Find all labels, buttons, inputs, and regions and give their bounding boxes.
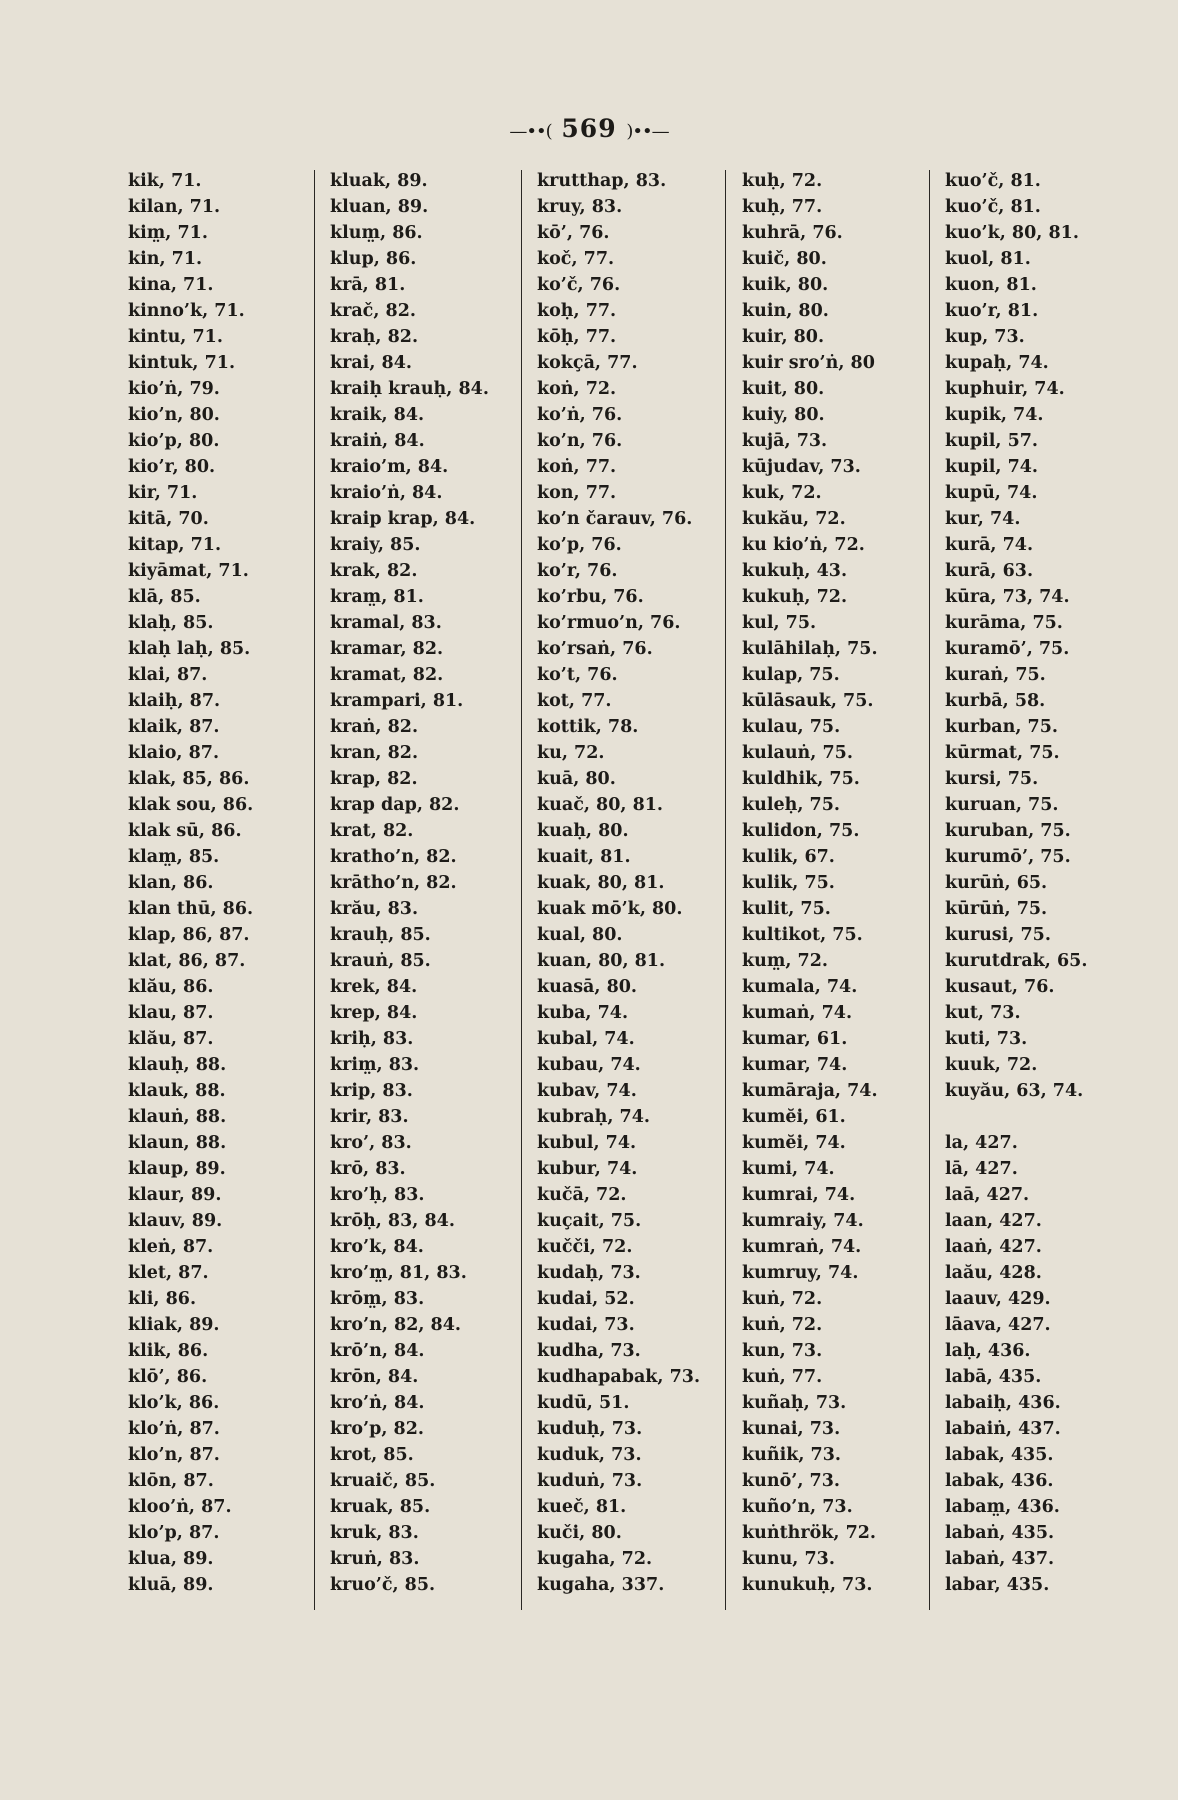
index-entry: krōn, 84.	[330, 1367, 419, 1387]
index-entry: ko’r, 76.	[537, 561, 618, 581]
index-entry: klak, 85, 86.	[128, 769, 250, 789]
index-entry: kir, 71.	[128, 483, 198, 503]
index-entry: koṅ, 77.	[537, 457, 617, 477]
index-entry: klam̤, 85.	[128, 847, 220, 867]
index-entry: kur, 74.	[945, 509, 1021, 529]
index-entry: klauḥ, 88.	[128, 1055, 227, 1075]
index-entry: kusaut, 76.	[945, 977, 1055, 997]
index-entry: ko’ṅ, 76.	[537, 405, 623, 425]
index-entry: ko’n, 76.	[537, 431, 623, 451]
index-entry: kuyău, 63, 74.	[945, 1081, 1084, 1101]
index-entry: kluak, 89.	[330, 171, 428, 191]
index-entry: kumaṅ, 74.	[742, 1003, 853, 1023]
index-entry: kūra, 73, 74.	[945, 587, 1070, 607]
index-entry: kumala, 74.	[742, 977, 858, 997]
index-entry: kudū, 51.	[537, 1393, 630, 1413]
index-entry: kio’n, 80.	[128, 405, 220, 425]
index-entry: kro’n, 82, 84.	[330, 1315, 462, 1335]
index-entry: kuñik, 73.	[742, 1445, 841, 1465]
index-entry: kuraṅ, 75.	[945, 665, 1046, 685]
index-entry: kraiy, 85.	[330, 535, 421, 555]
index-entry: krō, 83.	[330, 1159, 406, 1179]
index-entry: kuduk, 73.	[537, 1445, 642, 1465]
index-entry: kruak, 85.	[330, 1497, 431, 1517]
index-entry: kuač, 80, 81.	[537, 795, 664, 815]
index-entry: kumar, 74.	[742, 1055, 848, 1075]
index-entry: kilan, 71.	[128, 197, 221, 217]
index-entry: kulāhilaḥ, 75.	[742, 639, 878, 659]
index-entry: krim̤, 83.	[330, 1055, 420, 1075]
index-entry: kio’p, 80.	[128, 431, 220, 451]
index-entry: kram̤, 81.	[330, 587, 424, 607]
index-entry: kuak, 80, 81.	[537, 873, 665, 893]
index-entry: kubur, 74.	[537, 1159, 638, 1179]
index-entry: klā, 85.	[128, 587, 201, 607]
index-entry: kramal, 83.	[330, 613, 442, 633]
index-entry: kintuk, 71.	[128, 353, 236, 373]
index-entry: klauṅ, 88.	[128, 1107, 227, 1127]
index-entry: labak, 436.	[945, 1471, 1054, 1491]
index-entry: labaṅ, 437.	[945, 1549, 1055, 1569]
index-entry: kuruan, 75.	[945, 795, 1059, 815]
index-entry: kuño’n, 73.	[742, 1497, 853, 1517]
index-entry: klauk, 88.	[128, 1081, 226, 1101]
index-entry: kintu, 71.	[128, 327, 223, 347]
index-entry: kokçā, 77.	[537, 353, 638, 373]
index-entry: kut, 73.	[945, 1003, 1021, 1023]
index-entry: labaiḥ, 436.	[945, 1393, 1061, 1413]
index-entry: klak sou, 86.	[128, 795, 254, 815]
index-entry: kruṅ, 83.	[330, 1549, 420, 1569]
index-entry: kunukuḥ, 73.	[742, 1575, 873, 1595]
index-entry: kuti, 73.	[945, 1029, 1028, 1049]
index-entry: kruk, 83.	[330, 1523, 419, 1543]
index-entry: kudha, 73.	[537, 1341, 641, 1361]
index-entry: kran, 82.	[330, 743, 419, 763]
index-entry: kramat, 82.	[330, 665, 444, 685]
index-entry: lā, 427.	[945, 1159, 1018, 1179]
index-entry: kudai, 52.	[537, 1289, 635, 1309]
index-entry: kugaha, 337.	[537, 1575, 665, 1595]
index-entry: kul, 75.	[742, 613, 817, 633]
index-entry: klaun, 88.	[128, 1133, 227, 1153]
index-entry: kuçait, 75.	[537, 1211, 642, 1231]
column-divider	[929, 170, 930, 1610]
index-entry: klōn, 87.	[128, 1471, 214, 1491]
index-column-1	[128, 168, 253, 1598]
index-entry: krep, 84.	[330, 1003, 418, 1023]
index-entry: krak, 82.	[330, 561, 418, 581]
index-entry: kumraiy, 74.	[742, 1211, 864, 1231]
index-entry: kulik, 75.	[742, 873, 835, 893]
index-entry: kuon, 81.	[945, 275, 1037, 295]
index-entry: kuṅ, 72.	[742, 1315, 823, 1335]
index-entry: kurban, 75.	[945, 717, 1058, 737]
index-entry: kupik, 74.	[945, 405, 1044, 425]
index-entry: klō’, 86.	[128, 1367, 208, 1387]
index-entry: kupū, 74.	[945, 483, 1038, 503]
index-entry: kik, 71.	[128, 171, 202, 191]
index-entry: kupil, 57.	[945, 431, 1039, 451]
index-entry: klik, 86.	[128, 1341, 209, 1361]
index-entry: kuči, 80.	[537, 1523, 622, 1543]
index-entry: kluā, 89.	[128, 1575, 214, 1595]
index-entry: kuik, 80.	[742, 275, 829, 295]
index-entry: kiyāmat, 71.	[128, 561, 249, 581]
page-number	[0, 114, 1178, 143]
index-entry: kro’p, 82.	[330, 1419, 424, 1439]
index-entry: kup, 73.	[945, 327, 1025, 347]
index-entry: kulik, 67.	[742, 847, 835, 867]
index-entry: kulauṅ, 75.	[742, 743, 853, 763]
index-entry: krap, 82.	[330, 769, 418, 789]
index-entry: krā, 81.	[330, 275, 406, 295]
index-entry: ko’n čarauv, 76.	[537, 509, 693, 529]
index-entry: kraip krap, 84.	[330, 509, 476, 529]
index-entry: kuan, 80, 81.	[537, 951, 666, 971]
index-entry: kulit, 75.	[742, 899, 831, 919]
index-entry: kumruy, 74.	[742, 1263, 859, 1283]
index-entry: kukuḥ, 72.	[742, 587, 848, 607]
index-entry: klaup, 89.	[128, 1159, 226, 1179]
index-entry: kugaha, 72.	[537, 1549, 653, 1569]
index-entry: kukău, 72.	[742, 509, 846, 529]
index-entry: kō’, 76.	[537, 223, 610, 243]
ornament-right: )••—	[626, 121, 669, 142]
index-entry: kuin, 80.	[742, 301, 829, 321]
index-column-3	[537, 168, 700, 1598]
index-entry: kuduṅ, 73.	[537, 1471, 643, 1491]
index-entry: klaḥ, 85.	[128, 613, 214, 633]
index-entry: krot, 85.	[330, 1445, 414, 1465]
index-entry: krauḥ, 85.	[330, 925, 431, 945]
index-entry: kuldhik, 75.	[742, 769, 860, 789]
index-entry: kurāma, 75.	[945, 613, 1063, 633]
index-entry: labak, 435.	[945, 1445, 1054, 1465]
page-number-value: 569	[561, 114, 617, 143]
index-entry: kot, 77.	[537, 691, 612, 711]
index-entry: kriḥ, 83.	[330, 1029, 414, 1049]
index-entry: kuo’k, 80, 81.	[945, 223, 1079, 243]
index-entry: krōḥ, 83, 84.	[330, 1211, 455, 1231]
index-entry: klan, 86.	[128, 873, 214, 893]
index-entry: kursi, 75.	[945, 769, 1039, 789]
index-entry: kurumō’, 75.	[945, 847, 1071, 867]
index-entry: kūrūṅ, 75.	[945, 899, 1048, 919]
index-entry: laḥ, 436.	[945, 1341, 1031, 1361]
index-entry: kuk, 72.	[742, 483, 822, 503]
index-entry: klau, 87.	[128, 1003, 214, 1023]
index-entry: kloo’ṅ, 87.	[128, 1497, 232, 1517]
index-entry: kuṅ, 72.	[742, 1289, 823, 1309]
index-entry: labar, 435.	[945, 1575, 1050, 1595]
column-divider	[314, 170, 315, 1610]
index-entry: klai, 87.	[128, 665, 208, 685]
index-entry: kurā, 74.	[945, 535, 1034, 555]
index-entry: kuleḥ, 75.	[742, 795, 840, 815]
index-entry: kraḥ, 82.	[330, 327, 419, 347]
index-entry: kim̤, 71.	[128, 223, 208, 243]
index-entry: kuiy, 80.	[742, 405, 825, 425]
index-entry: laā, 427.	[945, 1185, 1030, 1205]
index-entry: kultikot, 75.	[742, 925, 863, 945]
index-entry: klet, 87.	[128, 1263, 209, 1283]
column-divider	[725, 170, 726, 1610]
index-entry: kio’ṅ, 79.	[128, 379, 220, 399]
index-entry: klaḥ laḥ, 85.	[128, 639, 251, 659]
index-entry: lāava, 427.	[945, 1315, 1051, 1335]
index-entry: kina, 71.	[128, 275, 214, 295]
index-entry: kruo’č, 85.	[330, 1575, 436, 1595]
index-entry: kudaḥ, 73.	[537, 1263, 641, 1283]
index-entry: kum̤, 72.	[742, 951, 828, 971]
index-entry: kurūṅ, 65.	[945, 873, 1048, 893]
index-entry: kuo’č, 81.	[945, 171, 1041, 191]
index-entry: kliak, 89.	[128, 1315, 220, 1335]
index-entry: klaio, 87.	[128, 743, 220, 763]
index-entry: kubau, 74.	[537, 1055, 641, 1075]
index-entry: kual, 80.	[537, 925, 623, 945]
index-entry: kuhrā, 76.	[742, 223, 843, 243]
index-entry: laău, 428.	[945, 1263, 1042, 1283]
index-entry: kraik, 84.	[330, 405, 425, 425]
index-entry: laan, 427.	[945, 1211, 1042, 1231]
index-entry: kulau, 75.	[742, 717, 841, 737]
index-entry: ko’č, 76.	[537, 275, 621, 295]
index-column-2	[330, 168, 489, 1598]
index-entry: krek, 84.	[330, 977, 418, 997]
index-entry: kro’, 83.	[330, 1133, 412, 1153]
index-entry: krău, 83.	[330, 899, 419, 919]
index-entry: ko’rbu, 76.	[537, 587, 644, 607]
index-entry: koṅ, 72.	[537, 379, 617, 399]
index-entry: ko’rsaṅ, 76.	[537, 639, 653, 659]
index-entry: kudhapabak, 73.	[537, 1367, 701, 1387]
index-entry: kubal, 74.	[537, 1029, 635, 1049]
index-entry: kuič, 80.	[742, 249, 827, 269]
index-entry: kun, 73.	[742, 1341, 823, 1361]
index-entry: kumraṅ, 74.	[742, 1237, 862, 1257]
index-entry: kukuḥ, 43.	[742, 561, 848, 581]
index-entry: klan thū, 86.	[128, 899, 254, 919]
index-entry: kinno’k, 71.	[128, 301, 245, 321]
index-entry: kurutdrak, 65.	[945, 951, 1088, 971]
index-entry: kuir, 80.	[742, 327, 825, 347]
index-entry: klap, 86, 87.	[128, 925, 250, 945]
index-entry: kitā, 70.	[128, 509, 209, 529]
index-entry: kuo’č, 81.	[945, 197, 1041, 217]
index-entry: kuñaḥ, 73.	[742, 1393, 847, 1413]
index-entry: kumi, 74.	[742, 1159, 835, 1179]
index-entry: krai, 84.	[330, 353, 412, 373]
index-entry: kupil, 74.	[945, 457, 1039, 477]
index-entry: krampari, 81.	[330, 691, 464, 711]
index-entry: kūjudav, 73.	[742, 457, 861, 477]
index-entry: kujā, 73.	[742, 431, 828, 451]
column-divider	[521, 170, 522, 1610]
index-entry: klaik, 87.	[128, 717, 220, 737]
index-entry: kubraḥ, 74.	[537, 1107, 650, 1127]
index-entry: krōm̤, 83.	[330, 1289, 425, 1309]
index-entry: krō’n, 84.	[330, 1341, 425, 1361]
index-entry: koč, 77.	[537, 249, 615, 269]
index-entry: kio’r, 80.	[128, 457, 216, 477]
index-entry: kueč, 81.	[537, 1497, 627, 1517]
index-entry: kumĕi, 61.	[742, 1107, 846, 1127]
index-entry: kučā, 72.	[537, 1185, 627, 1205]
index-entry: kuduḥ, 73.	[537, 1419, 643, 1439]
index-entry: la, 427.	[945, 1133, 1018, 1153]
index-entry: klup, 86.	[330, 249, 417, 269]
index-column-5	[945, 168, 1087, 1598]
index-entry: kruaič, 85.	[330, 1471, 436, 1491]
index-entry: kratho’n, 82.	[330, 847, 457, 867]
index-entry: klua, 89.	[128, 1549, 214, 1569]
index-entry: ko’t, 76.	[537, 665, 618, 685]
index-entry: kuṅthrök, 72.	[742, 1523, 877, 1543]
index-entry: kurusi, 75.	[945, 925, 1051, 945]
index-entry: krač, 82.	[330, 301, 416, 321]
index-entry: kon, 77.	[537, 483, 617, 503]
index-entry: kurā, 63.	[945, 561, 1034, 581]
index-entry: kuphuir, 74.	[945, 379, 1065, 399]
index-entry: kuasā, 80.	[537, 977, 638, 997]
index-entry: klak sū, 86.	[128, 821, 242, 841]
index-entry: krauṅ, 85.	[330, 951, 431, 971]
index-entry: kučči, 72.	[537, 1237, 633, 1257]
index-entry: kuait, 81.	[537, 847, 631, 867]
index-entry: kumrai, 74.	[742, 1185, 856, 1205]
index-entry: ku kio’ṅ, 72.	[742, 535, 865, 555]
index-entry: kumar, 61.	[742, 1029, 848, 1049]
index-entry: kulap, 75.	[742, 665, 840, 685]
index-entry: kunai, 73.	[742, 1419, 841, 1439]
index-entry: klău, 87.	[128, 1029, 214, 1049]
index-entry: klo’ṅ, 87.	[128, 1419, 220, 1439]
index-entry: kunō’, 73.	[742, 1471, 840, 1491]
index-entry: kuā, 80.	[537, 769, 616, 789]
index-entry: ko’p, 76.	[537, 535, 622, 555]
index-entry: kuruban, 75.	[945, 821, 1071, 841]
index-entry: kuak mō’k, 80.	[537, 899, 683, 919]
index-entry: kramar, 82.	[330, 639, 444, 659]
index-entry: krap dap, 82.	[330, 795, 460, 815]
index-entry: kottik, 78.	[537, 717, 639, 737]
index-entry: kruy, 83.	[537, 197, 623, 217]
index-entry: labam̤, 436.	[945, 1497, 1060, 1517]
index-entry: kuit, 80.	[742, 379, 825, 399]
index-entry: kluan, 89.	[330, 197, 429, 217]
index-entry: kulidon, 75.	[742, 821, 860, 841]
index-entry: kraio’m, 84.	[330, 457, 449, 477]
index-entry: labaṅ, 435.	[945, 1523, 1055, 1543]
index-entry: klum̤, 86.	[330, 223, 423, 243]
index-entry: laauv, 429.	[945, 1289, 1051, 1309]
index-entry: klauv, 89.	[128, 1211, 223, 1231]
index-entry: ku, 72.	[537, 743, 605, 763]
index-entry: klău, 86.	[128, 977, 214, 997]
index-entry: klo’k, 86.	[128, 1393, 220, 1413]
index-entry: kuol, 81.	[945, 249, 1031, 269]
index-entry: kūlāsauk, 75.	[742, 691, 874, 711]
index-entry: labā, 435.	[945, 1367, 1042, 1387]
index-entry: laaṅ, 427.	[945, 1237, 1042, 1257]
index-entry: krir, 83.	[330, 1107, 409, 1127]
index-entry: kōḥ, 77.	[537, 327, 617, 347]
index-entry: kunu, 73.	[742, 1549, 835, 1569]
index-entry: kupaḥ, 74.	[945, 353, 1049, 373]
index-entry: ko’rmuo’n, 76.	[537, 613, 681, 633]
index-entry: kraṅ, 82.	[330, 717, 419, 737]
index-entry: kli, 86.	[128, 1289, 197, 1309]
index-entry: kumāraja, 74.	[742, 1081, 878, 1101]
index-entry: krātho’n, 82.	[330, 873, 457, 893]
index-entry: koḥ, 77.	[537, 301, 617, 321]
index-entry: klo’n, 87.	[128, 1445, 220, 1465]
index-entry: kurbā, 58.	[945, 691, 1046, 711]
index-entry: kuṅ, 77.	[742, 1367, 823, 1387]
index-entry: kuo’r, 81.	[945, 301, 1039, 321]
index-entry: kraiḥ krauḥ, 84.	[330, 379, 489, 399]
index-entry: kuuk, 72.	[945, 1055, 1038, 1075]
index-entry: kuaḥ, 80.	[537, 821, 629, 841]
index-entry: kraiṅ, 84.	[330, 431, 425, 451]
index-entry: kuir sro’ṅ, 80	[742, 353, 875, 373]
index-entry: kraio’ṅ, 84.	[330, 483, 443, 503]
index-entry: kro’k, 84.	[330, 1237, 424, 1257]
index-entry: kuramō’, 75.	[945, 639, 1070, 659]
index-entry: klat, 86, 87.	[128, 951, 246, 971]
index-entry: kro’m̤, 81, 83.	[330, 1263, 467, 1283]
letter-section-gap	[945, 1104, 1087, 1130]
index-entry: kuḥ, 77.	[742, 197, 823, 217]
index-entry: klaur, 89.	[128, 1185, 222, 1205]
index-entry: kin, 71.	[128, 249, 203, 269]
index-entry: kubav, 74.	[537, 1081, 637, 1101]
index-entry: kro’ḥ, 83.	[330, 1185, 425, 1205]
ornament-left: —••(	[509, 121, 552, 142]
index-column-4	[742, 168, 878, 1598]
index-entry: klaiḥ, 87.	[128, 691, 221, 711]
index-entry: kitap, 71.	[128, 535, 222, 555]
index-entry: krutthap, 83.	[537, 171, 667, 191]
index-entry: kro’ṅ, 84.	[330, 1393, 425, 1413]
index-entry: klo’p, 87.	[128, 1523, 220, 1543]
index-entry: labaiṅ, 437.	[945, 1419, 1061, 1439]
index-entry: kleṅ, 87.	[128, 1237, 214, 1257]
index-entry: kūrmat, 75.	[945, 743, 1060, 763]
index-entry: kudai, 73.	[537, 1315, 635, 1335]
index-entry: krat, 82.	[330, 821, 414, 841]
index-entry: kubul, 74.	[537, 1133, 637, 1153]
index-entry: kuba, 74.	[537, 1003, 629, 1023]
index-entry: krip, 83.	[330, 1081, 413, 1101]
index-entry: kumĕi, 74.	[742, 1133, 846, 1153]
index-entry: kuḥ, 72.	[742, 171, 823, 191]
